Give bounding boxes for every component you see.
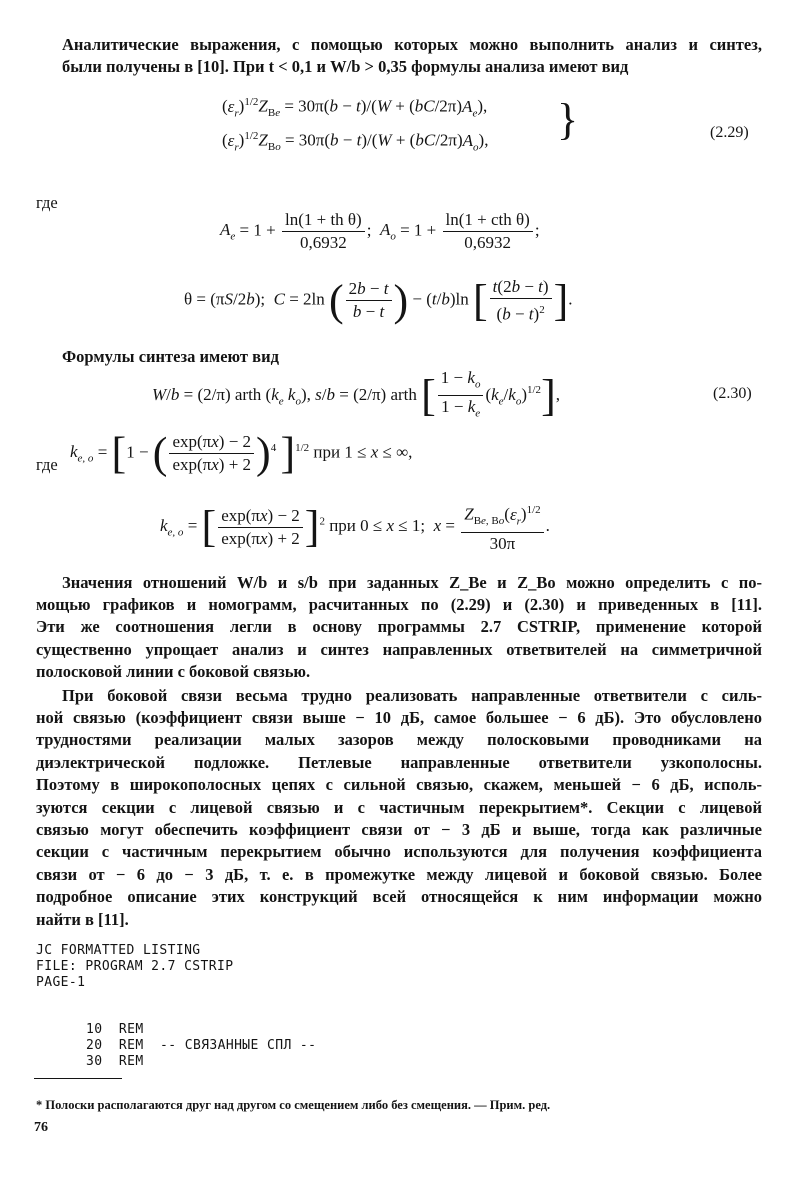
synthesis-intro: Формулы синтеза имеют вид [62,347,279,366]
listing-code-line: 10 REM [86,1022,144,1037]
where-label-2: где [36,455,58,474]
paragraph-coupling [62,685,762,707]
text-line: подробное описание этих конструкций всей относящейся к ним информации можно [36,887,762,907]
text-line: диэлектрической подложке. Петлевые направленные ответвители узкополосны. [36,752,762,772]
equation-2-30: W/b = (2/π) arth ($k_e$ $k_o$), s/b = (2/π) arth [ $\frac{1 - k_o}{1 - k_e}$ $(k_e/k_o)^{1/2}$], [152,368,560,420]
equation-k-case1: $k_{e, o} = [1$ − ( $\frac{\exp(\pi x) - 2}{\exp(\pi x) + 2}$ )$^4$ ]$^{1/2}$ при 1 ≤ x ≤ ∞, [70,428,413,478]
listing-header [36,943,233,991]
listing-header-line: JC FORMATTED LISTING [36,943,201,958]
equation-number-2-29: (2.29) [710,124,749,141]
footnote: * Полоски располагаются друг над другом со смещением либо без смещения. — Прим. ред. [36,1098,551,1112]
text-line: Значения отношений W/b и s/b при заданных Z_Be и Z_Bo можно определить с по- [62,573,762,592]
footnote-rule [34,1078,122,1079]
equation-2-29-line2: $(\varepsilon_r)^{1/2}Z_{Bo} = 30\pi(b - t)/(W + (bC/2\pi)A_o)$, [222,130,489,154]
text-line: связью могут обеспечить коэффициент связи от − 3 дБ и выше, тогда как различные [36,820,762,840]
paragraph-intro [62,34,762,79]
text-line: найти в [11]. [36,909,129,929]
text-line: зуются секции с лицевой связью и с частичным перекрытием*. Секции с лицевой [36,797,762,817]
equation-k-case2: $k_{e, o}$ = [ $\frac{\exp(\pi x) - 2}{\exp(\pi x) + 2}$ ]$^2$ при 0 ≤ x ≤ 1; x = $\frac{Z_{Be, Bo}(\varepsilon_r)^{1/2}}{30\pi}$ . [160,500,550,554]
paragraph-coupling-cont [36,707,762,931]
text-line: существенно упрощает анализ и синтез направленных ответвителей на симметричной [36,639,762,659]
listing-code [86,1022,316,1070]
text-line: Аналитические выражения, с помощью которых можно выполнить анализ и синтез, [62,35,762,54]
equation-2-29-line1: $(\varepsilon_r)^{1/2}Z_{Be} = 30\pi(b - t)/(W + (bC/2\pi)A_e)$, [222,96,488,120]
text-line: трудностями реализации малых зазоров между полосковыми проводниками на [36,730,762,750]
listing-code-line: 20 REM -- СВЯЗАННЫЕ СПЛ -- [86,1038,317,1053]
listing-code-line: 30 REM [86,1054,144,1069]
equation-number-2-30: (2.30) [713,385,752,402]
text-line: связи от − 6 до − 3 дБ, т. е. в промежутке между лицевой и боковой связью. Более [36,864,762,884]
text-line: ной связью (коэффициент связи выше − 10 дБ, самое большее − 6 дБ). Это обусловлено [36,708,762,727]
text-line: были получены в [10]. При t < 0,1 и W/b > 0,35 формулы анализа имеют вид [62,57,629,77]
listing-header-line: PAGE-1 [36,975,86,990]
text-line: При боковой связи весьма трудно реализовать направленные ответвители с силь- [62,686,762,705]
page-number: 76 [34,1120,48,1135]
text-line: Поэтому в широкополосных цепях с сильной связью, скажем, меньшей − 6 дБ, исполь- [36,775,762,795]
paragraph-graphs-cont [36,594,762,684]
equation-ae-ao: $A_e = 1$ + $\frac{\text{ln(1 + th θ)}}{0,6932}$ ; $A_o = 1$ + $\frac{\text{ln(1 + cth θ)}}{0,6932}$ ; [220,210,540,252]
text-line: секции с частичным перекрытием обычно используются для получения коэффициента [36,842,762,862]
equation-theta-c: θ = (πS/2b); C = 2ln ( $\frac{2b - t}{b - t}$ ) − (t/b)ln [ $\frac{t(2b - t)}{(b - t)^2}$ ]. [184,275,573,325]
text-line: мощью графиков и номограмм, расчитанных по (2.29) и (2.30) и приведенных в [11]. [36,595,762,614]
paragraph-graphs [62,572,762,594]
listing-header-line: FILE: PROGRAM 2.7 CSTRIP [36,959,234,974]
where-label: где [36,193,58,212]
equation-brace: } [557,95,579,144]
text-line: Эти же соотношения легли в основу программы 2.7 CSTRIP, применение которой [36,617,762,637]
text-line: полосковой линии с боковой связью. [36,662,311,682]
